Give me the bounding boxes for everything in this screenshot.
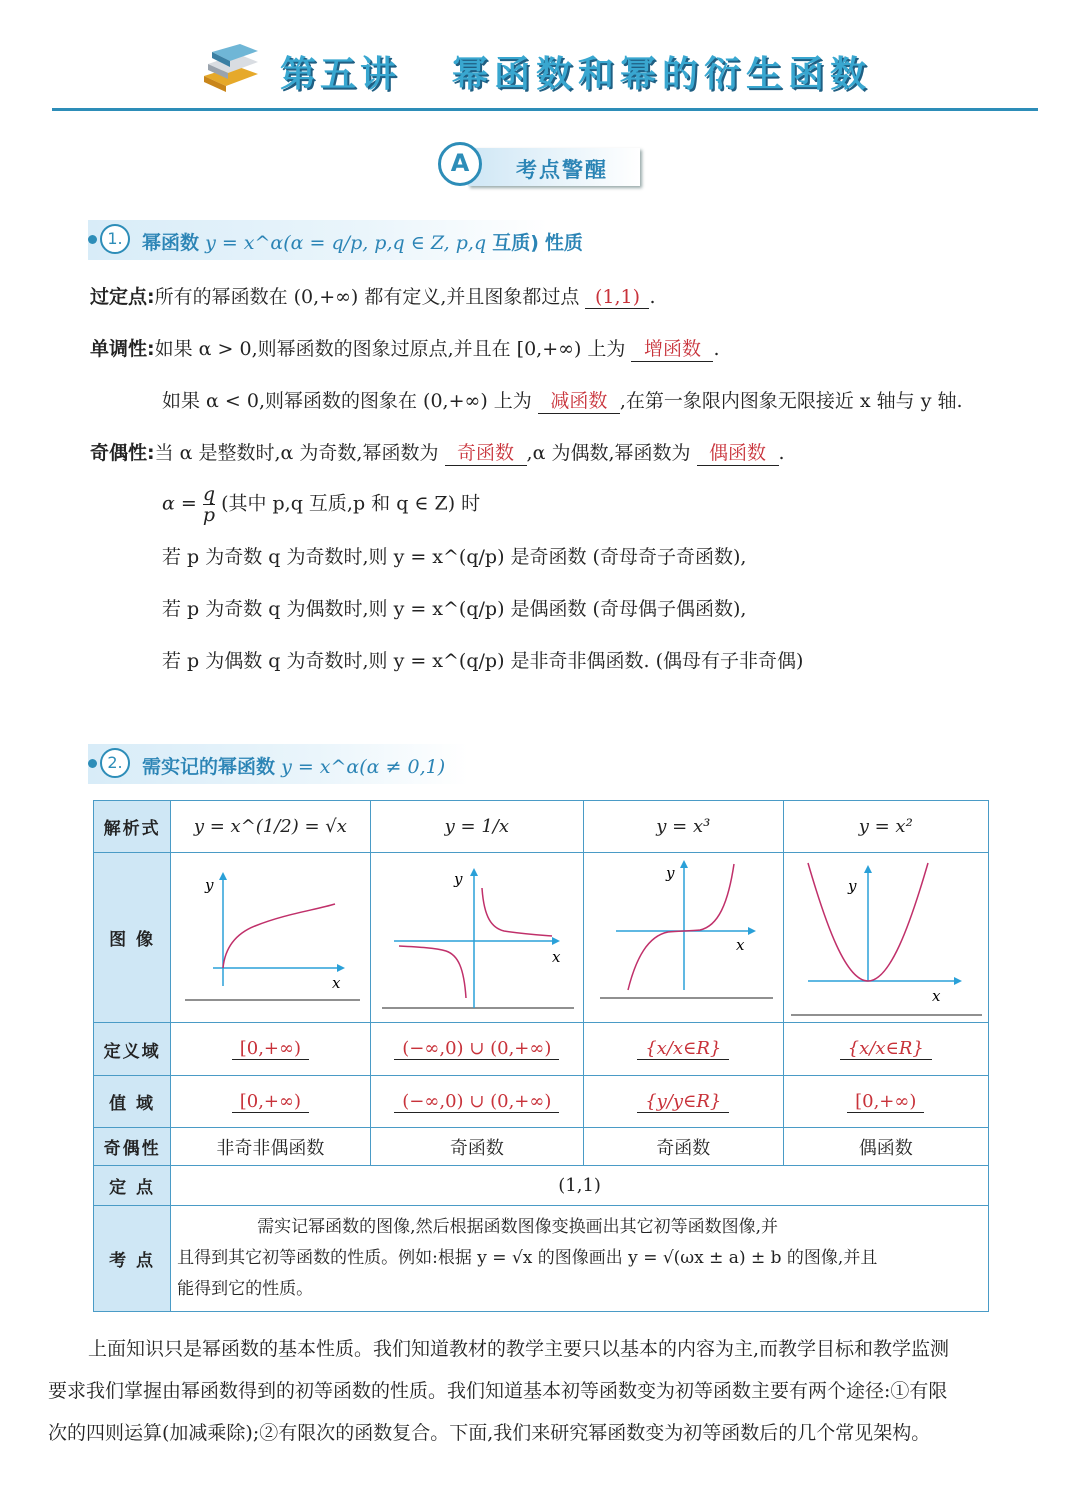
curve-sqrt: [223, 904, 335, 968]
axis-x-label: x: [736, 935, 745, 954]
footer-paragraph: [48, 1328, 1038, 1454]
badge-label: 考点警醒: [516, 158, 608, 182]
key-line-1: 需实记幂函数的图像,然后根据函数图像变换画出其它初等函数图像,并: [257, 1217, 778, 1237]
domain-reciprocal: (−∞,0) ∪ (0,+∞): [394, 1038, 559, 1060]
graph-reciprocal: [374, 858, 579, 1018]
fixed-point-value: (1,1): [171, 1166, 989, 1206]
axis-y-label: y: [454, 869, 463, 888]
graph-cell-square: [783, 853, 988, 1023]
subsection-1-header: [88, 220, 583, 260]
key-point-cell: [171, 1206, 989, 1312]
curve-reciprocal-q3: [399, 946, 466, 998]
footer-line-1: 上面知识只是幂函数的基本性质。我们知道教材的教学主要只以基本的内容为主,而教学目标和教学监测: [88, 1338, 950, 1360]
fixed-point-line: 过定点:所有的幂函数在 (0,+∞) 都有定义,并且图象都过点 (1,1) .: [90, 286, 656, 308]
range-reciprocal: (−∞,0) ∪ (0,+∞): [394, 1091, 559, 1113]
fixed-answer: (1,1): [585, 286, 649, 309]
case-1-line: 若 p 为奇数 q 为奇数时,则 y = x^(q/p) 是奇函数 (奇母奇子奇函数),: [162, 546, 747, 568]
monotonic-line-2: [162, 386, 963, 414]
page-header: [0, 30, 1080, 110]
parity-answer-1: 奇函数: [445, 438, 527, 466]
range-square: [0,+∞): [847, 1091, 924, 1113]
axis-y-label: y: [847, 877, 857, 895]
axis-y-label: y: [666, 863, 675, 882]
expr-cell-cube: y = x³: [584, 801, 783, 853]
footer-line-3: 次的四则运算(加减乘除);②有限次的函数复合。下面,我们来研究幂函数变为初等函数后的几个常见架构。: [48, 1422, 931, 1444]
mono-text-2: 如果 α < 0,则幂函数的图象在 (0,+∞) 上为: [162, 390, 532, 412]
case-2-line: 若 p 为奇数 q 为偶数时,则 y = x^(q/p) 是偶函数 (奇母偶子偶函数),: [162, 598, 747, 620]
table-row-expr: [94, 801, 989, 853]
page-title: 幂函数和幂的衍生函数: [452, 54, 873, 95]
badge-letter: A: [450, 149, 470, 177]
table-row-fixed: [94, 1166, 989, 1206]
expr-cell-reciprocal: y = 1/x: [370, 801, 583, 853]
title-a: 幂函数: [142, 232, 200, 254]
when-text: (其中 p,q 互质,p 和 q ∈ Z) 时: [221, 492, 481, 515]
axis-x-label: x: [332, 973, 341, 992]
row-header-fixed: 定 点: [94, 1166, 171, 1206]
domain-square: {x/x∈R}: [840, 1038, 932, 1060]
mono-answer-2: 减函数: [538, 386, 620, 414]
fraction-q-p: $\frac{q}{p}$: [202, 483, 216, 526]
graph-cell-sqrt: [171, 853, 370, 1023]
title-c: 性质: [544, 232, 583, 254]
subsection-title: [142, 228, 583, 255]
table-row-key: [94, 1206, 989, 1312]
mono-label: 单调性:: [90, 338, 155, 360]
range-cube: {y/y∈R}: [637, 1091, 729, 1113]
row-header-graph: 图 像: [94, 853, 171, 1023]
row-header-domain: 定义域: [94, 1023, 171, 1076]
parity-answer-2: 偶函数: [697, 438, 779, 466]
table-row-range: [94, 1076, 989, 1128]
subsection-number: 2.: [100, 748, 130, 778]
expr-cell-square: y = x²: [783, 801, 988, 853]
section-badge: [438, 142, 643, 192]
graph-sqrt: [175, 858, 365, 1018]
parity-line-1: 奇偶性:当 α 是整数时,α 为奇数,幂函数为 奇函数 ,α 为偶数,幂函数为 偶函数 .: [90, 438, 785, 466]
mono-answer-1: 增函数: [631, 334, 713, 362]
monotonic-line-1: 单调性:如果 α > 0,则幂函数的图象过原点,并且在 [0,+∞) 上为 增函数 .: [90, 334, 720, 362]
case-3-line: 若 p 为偶数 q 为奇数时,则 y = x^(q/p) 是非奇非偶函数. (偶母有子非奇偶): [162, 650, 804, 672]
power-function-table: [93, 800, 989, 1312]
subsection-2-header: [88, 744, 468, 784]
footer-line-2: 要求我们掌握由幂函数得到的初等函数的性质。我们知道基本初等函数变为初等函数主要有两个途径:①有限: [48, 1380, 948, 1402]
header-divider: [52, 108, 1038, 111]
row-header-parity: 奇偶性: [94, 1128, 171, 1166]
row-header-expr: 解析式: [94, 801, 171, 853]
row-header-key: 考 点: [94, 1206, 171, 1312]
parity-text-1: 当 α 是整数时,α 为奇数,幂函数为: [154, 442, 439, 464]
axis-x-label: x: [552, 947, 561, 966]
title-a: 需实记的幂函数: [142, 756, 276, 778]
fixed-text: 所有的幂函数在 (0,+∞) 都有定义,并且图象都过点: [154, 286, 580, 308]
domain-sqrt: [0,+∞): [232, 1038, 309, 1060]
graph-cell-cube: [584, 853, 783, 1023]
graph-cube: [588, 858, 778, 1018]
expr-cell-sqrt: y = x^(1/2) = √x: [171, 801, 370, 853]
table-row-graph: [94, 853, 989, 1023]
title-formula: y = x^α(α = q/p, p,q ∈ Z, p,q: [205, 232, 487, 254]
curve-cube: [628, 864, 734, 990]
graph-cell-reciprocal: [370, 853, 583, 1023]
axis-x-label: x: [931, 987, 941, 1005]
parity-sqrt: 非奇非偶函数: [171, 1128, 370, 1166]
badge-circle: [438, 142, 482, 186]
parity-label: 奇偶性:: [90, 442, 155, 464]
bullet-dot: [88, 759, 97, 768]
key-line-2: 且得到其它初等函数的性质。例如:根据 y = √x 的图像画出 y = √(ωx ± a) ± b 的图像,并且: [177, 1248, 878, 1268]
title-b: 互质): [492, 232, 539, 254]
bullet-dot: [88, 235, 97, 244]
parity-when-line: α = $\frac{q}{p}$ (其中 p,q 互质,p 和 q ∈ Z) 时: [162, 483, 481, 526]
parity-square: 偶函数: [783, 1128, 988, 1166]
curve-reciprocal-q1: [482, 888, 552, 936]
range-sqrt: [0,+∞): [232, 1091, 309, 1113]
subsection-number: 1.: [100, 224, 130, 254]
books-icon: [200, 40, 262, 96]
mono-text-3: ,在第一象限内图象无限接近 x 轴与 y 轴.: [619, 390, 963, 412]
mono-text-1: 如果 α > 0,则幂函数的图象过原点,并且在 [0,+∞) 上为: [154, 338, 626, 360]
domain-cube: {x/x∈R}: [637, 1038, 729, 1060]
table-row-domain: [94, 1023, 989, 1076]
parity-text-2: ,α 为偶数,幂函数为: [526, 442, 691, 464]
graph-square: [786, 855, 986, 1020]
table-row-parity: [94, 1128, 989, 1166]
key-line-3: 能得到它的性质。: [177, 1279, 314, 1299]
title-formula: y = x^α(α ≠ 0,1): [281, 756, 446, 778]
row-header-range: 值 域: [94, 1076, 171, 1128]
parity-cube: 奇函数: [584, 1128, 783, 1166]
fixed-label: 过定点:: [90, 286, 155, 308]
axis-y-label: y: [205, 875, 214, 894]
parity-reciprocal: 奇函数: [370, 1128, 583, 1166]
chapter-label: 第五讲: [280, 54, 401, 95]
subsection-title: [142, 752, 445, 779]
